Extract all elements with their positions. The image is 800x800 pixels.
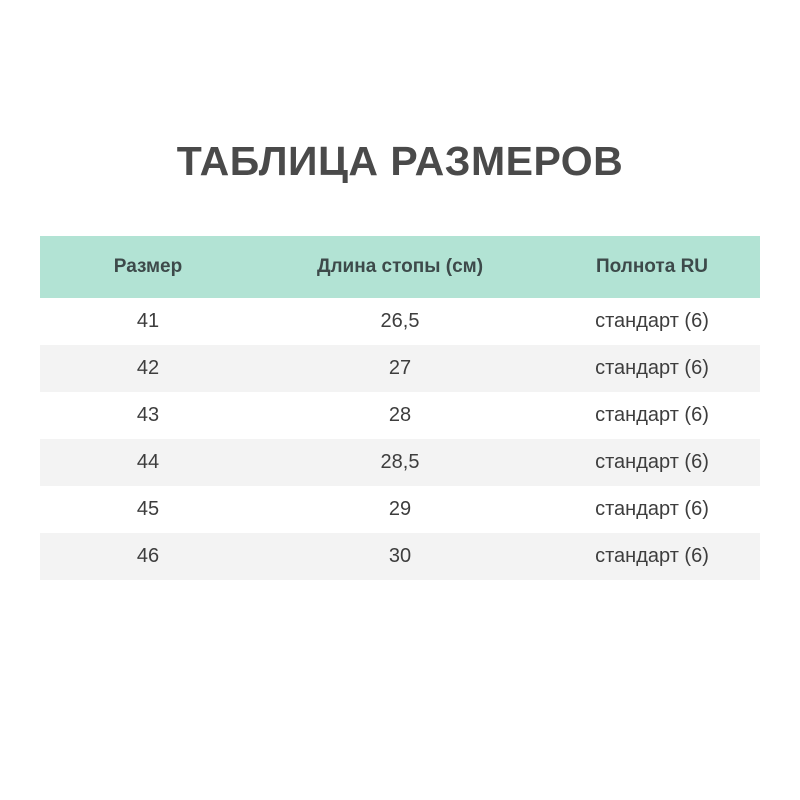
cell-foot-length: 26,5 xyxy=(380,310,420,332)
cell-foot-length: 30 xyxy=(388,545,412,567)
cell-size: 41 xyxy=(136,310,160,332)
table-header-row xyxy=(40,236,760,298)
column-header-size: Размер xyxy=(113,256,183,277)
cell-foot-length: 27 xyxy=(388,357,412,379)
cell-width: стандарт (6) xyxy=(595,357,709,379)
column-header-width: Полнота RU xyxy=(595,256,709,277)
cell-foot-length: 28 xyxy=(388,404,412,426)
cell-width: стандарт (6) xyxy=(595,404,709,426)
table-row xyxy=(40,486,760,533)
cell-size: 45 xyxy=(136,498,160,520)
table-row xyxy=(40,345,760,392)
page-title: ТАБЛИЦА РАЗМЕРОВ xyxy=(176,138,624,184)
cell-size: 43 xyxy=(136,404,160,426)
table-row xyxy=(40,533,760,580)
cell-width: стандарт (6) xyxy=(595,451,709,473)
cell-foot-length: 29 xyxy=(388,498,412,520)
size-table-container xyxy=(40,236,760,580)
table-row xyxy=(40,439,760,486)
cell-width: стандарт (6) xyxy=(595,310,709,332)
size-table xyxy=(40,236,760,580)
table-row xyxy=(40,298,760,345)
table-header xyxy=(40,236,760,298)
cell-width: стандарт (6) xyxy=(595,545,709,567)
table-row xyxy=(40,392,760,439)
cell-size: 42 xyxy=(136,357,160,379)
table-body xyxy=(40,298,760,580)
cell-size: 44 xyxy=(136,451,160,473)
cell-size: 46 xyxy=(136,545,160,567)
cell-foot-length: 28,5 xyxy=(380,451,420,473)
column-header-foot-length: Длина стопы (см) xyxy=(316,256,484,277)
cell-width: стандарт (6) xyxy=(595,498,709,520)
